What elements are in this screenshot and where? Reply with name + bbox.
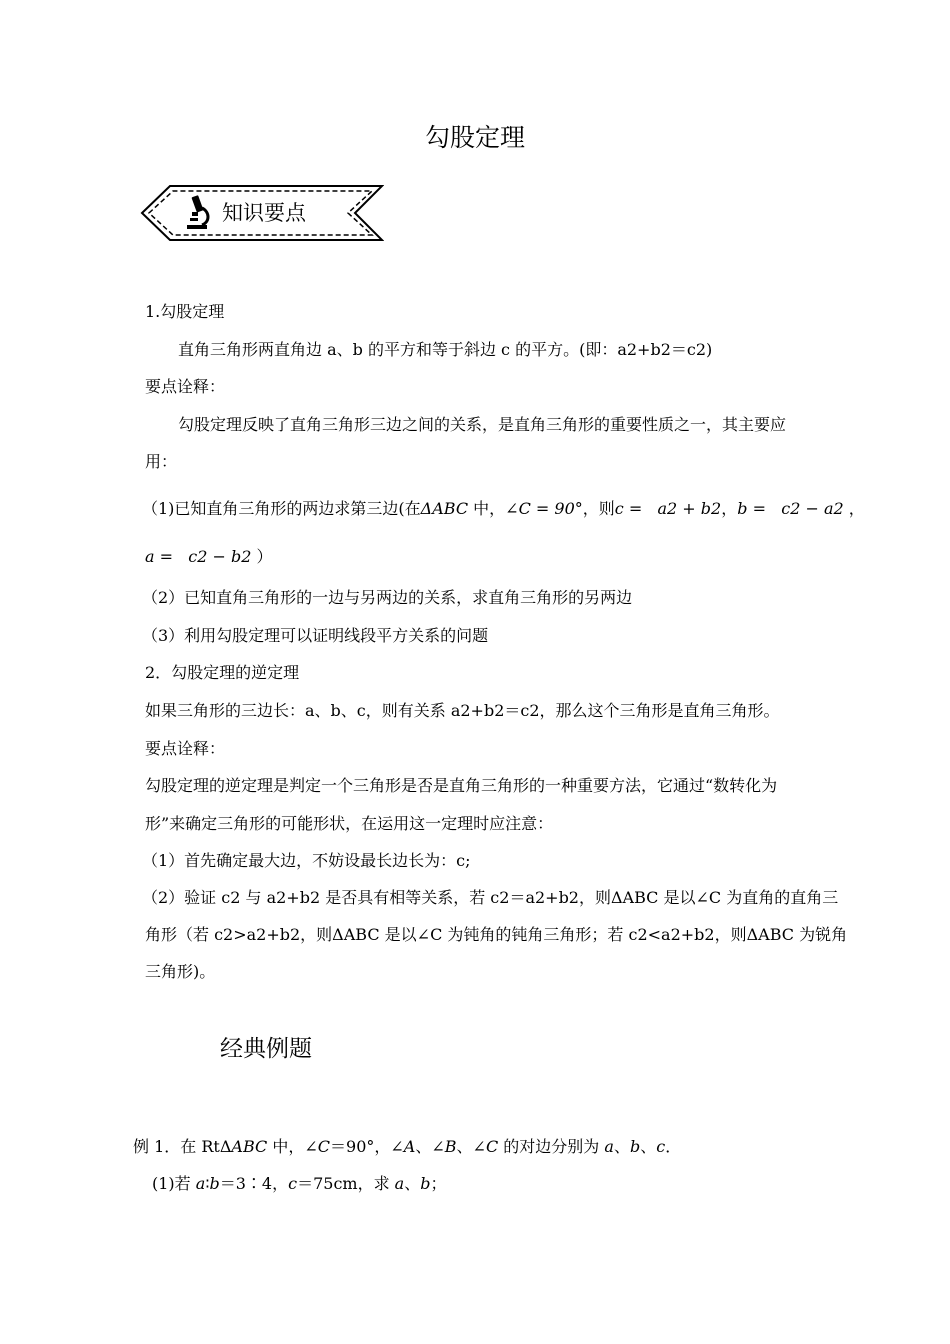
- sub1-sep: 、: [404, 1174, 421, 1193]
- c-expression: a2 + b2: [657, 499, 722, 518]
- example-text-4: 、∠: [415, 1137, 445, 1156]
- example-text-2: 中，∠: [267, 1137, 318, 1156]
- b-equals: b =: [737, 499, 766, 518]
- step-1: （1）首先确定最大边，不妨设最长边长为：c;: [142, 851, 471, 870]
- formula-prefix: （1)已知直角三角形的两边求第三边(在: [142, 499, 421, 518]
- example-1: [133, 1134, 681, 1157]
- example-end: ．: [665, 1137, 682, 1156]
- sub1-a: a: [195, 1174, 206, 1193]
- example-text-6: 的对边分别为: [498, 1137, 605, 1156]
- triangle-label: ΔABC: [420, 499, 469, 518]
- microscope-icon: [182, 194, 212, 232]
- example-b2: b: [629, 1137, 641, 1156]
- example-abc: ABC: [231, 1137, 268, 1156]
- banner-label: 知识要点: [222, 201, 306, 225]
- section-banner: [140, 184, 384, 242]
- paragraph-2-line-1: 勾股定理的逆定理是判定一个三角形是否是直角三角形的一种重要方法，它通过“数转化为: [145, 776, 778, 795]
- example-c2: C: [485, 1137, 499, 1156]
- sub1-ratio: ∶: [205, 1174, 210, 1193]
- converse-statement: 如果三角形的三边长：a、b、c，则有关系 a2+b2＝c2，那么这个三角形是直角三角形。: [145, 701, 780, 720]
- formula-sep-1: ，: [721, 499, 738, 518]
- example-label: 例 1: [133, 1137, 165, 1156]
- step-2-line-2: 角形（若 c2>a2+b2，则ΔABC 是以∠C 为钝角的钝角三角形；若 c2<a2+b2，则ΔABC 为锐角: [145, 925, 848, 944]
- angle-c: ∠C = 90°: [505, 499, 583, 518]
- sub1-prefix: (1)若: [152, 1174, 196, 1193]
- sub1-b2: b: [420, 1174, 431, 1193]
- sub1-eq: ＝3∶4，: [219, 1174, 289, 1193]
- example-text-1: ．在 RtΔ: [164, 1137, 232, 1156]
- c-equals: c =: [614, 499, 643, 518]
- sub1-val: ＝75cm，求: [297, 1174, 395, 1193]
- note-label-2: 要点诠释：: [145, 739, 226, 758]
- formula-mid: 中，: [468, 499, 506, 518]
- example-sep-a: 、: [613, 1137, 630, 1156]
- sub1-end: ；: [430, 1174, 447, 1193]
- section-heading-examples: 经典例题: [220, 1036, 312, 1062]
- formula-sep-2: ，: [848, 499, 865, 518]
- sub1-a2: a: [394, 1174, 405, 1193]
- example-c1: C: [317, 1137, 331, 1156]
- paragraph-2-line-2: 形”来确定三角形的可能形状，在运用这一定理时应注意：: [145, 814, 554, 833]
- page-title: 勾股定理: [424, 123, 525, 152]
- example-text-5: 、∠: [456, 1137, 486, 1156]
- step-2-line-3: 三角形)。: [145, 962, 216, 981]
- application-3: （3）利用勾股定理可以证明线段平方关系的问题: [142, 626, 489, 645]
- example-a1: A: [403, 1137, 416, 1156]
- application-2: （2）已知直角三角形的一边与另两边的关系，求直角三角形的另两边: [142, 588, 633, 607]
- example-a2: a: [604, 1137, 614, 1156]
- example-b1: B: [444, 1137, 457, 1156]
- formula-line-1: [142, 496, 865, 519]
- paragraph-1-line-1: 勾股定理反映了直角三角形三边之间的关系，是直角三角形的重要性质之一，其主要应: [178, 415, 787, 434]
- formula-comma: ，则: [582, 499, 615, 518]
- heading-pythagorean: 1.勾股定理: [145, 302, 225, 321]
- note-label-1: 要点诠释：: [145, 377, 226, 396]
- formula-line-2: [145, 544, 273, 567]
- example-sep-b: 、: [640, 1137, 657, 1156]
- example-c3: c: [656, 1137, 666, 1156]
- a-equals: a =: [145, 547, 174, 566]
- theorem-statement: 直角三角形两直角边 a、b 的平方和等于斜边 c 的平方。(即：a2+b2＝c2): [178, 340, 713, 359]
- step-2-line-1: （2）验证 c2 与 a2+b2 是否具有相等关系，若 c2＝a2+b2，则ΔABC 是以∠C 为直角的直角三: [142, 888, 839, 907]
- formula-close: ）: [256, 547, 273, 566]
- heading-converse: 2．勾股定理的逆定理: [145, 663, 300, 682]
- b-expression: c2 − a2: [781, 499, 844, 518]
- paragraph-1-line-2: 用：: [145, 452, 178, 471]
- a-expression: c2 − b2: [188, 547, 252, 566]
- example-text-3: ＝90°，∠: [330, 1137, 404, 1156]
- example-1-part-1: [152, 1171, 447, 1194]
- sub1-c: c: [288, 1174, 298, 1193]
- sub1-b: b: [209, 1174, 220, 1193]
